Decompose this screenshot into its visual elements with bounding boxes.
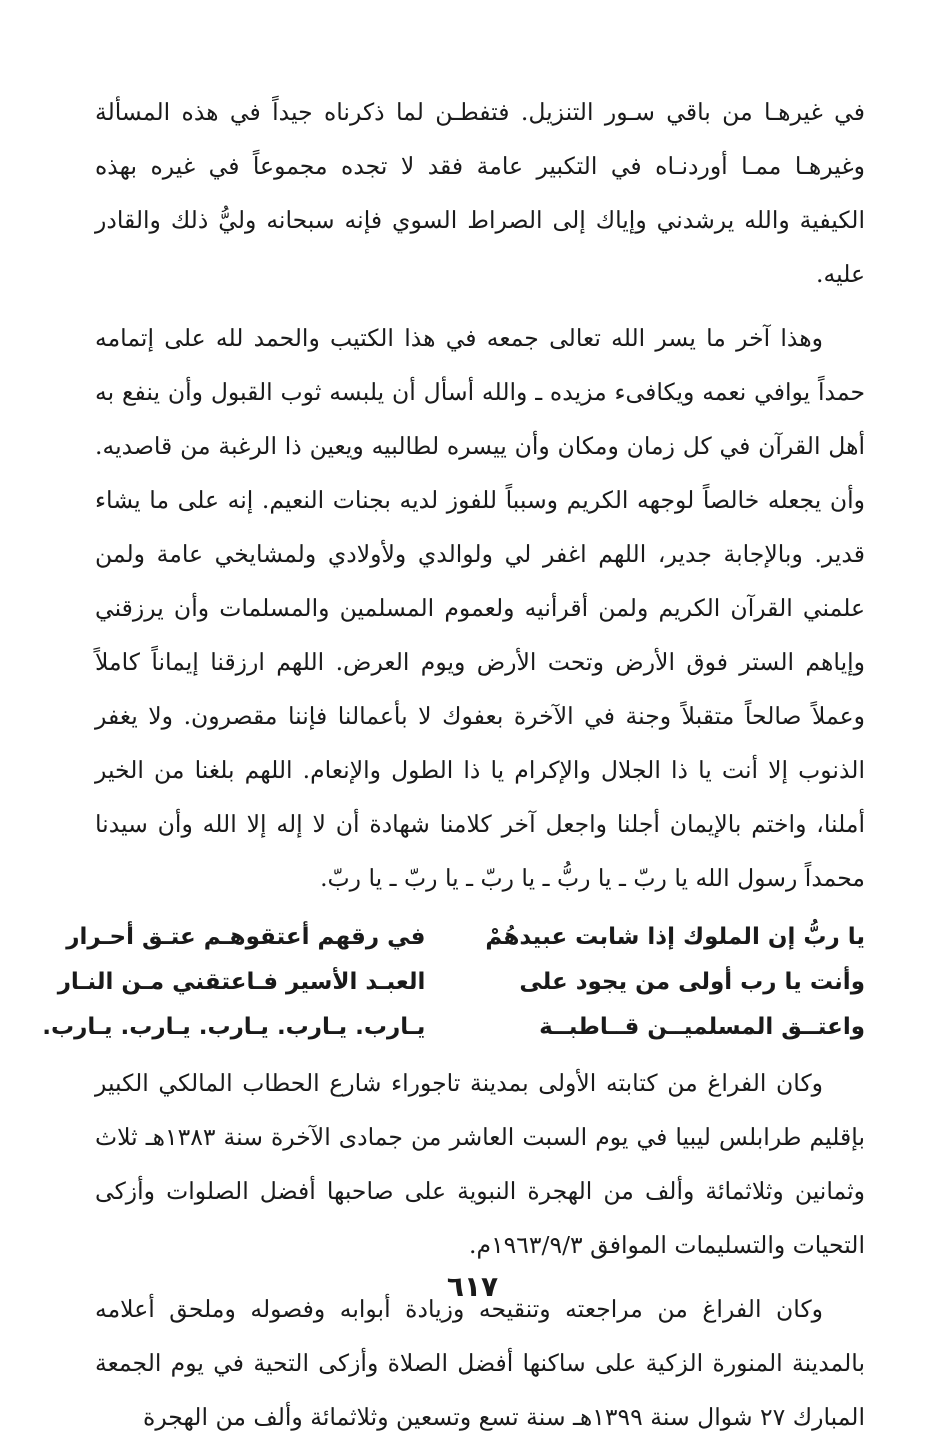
- verse-3-first-hemistich: واعتــق المسلميــن قــاطبــة: [539, 1014, 865, 1040]
- page-number: ٦١٧: [446, 1270, 499, 1303]
- poem-verses: [42, 915, 865, 1050]
- verse-1-second-hemistich: في رقهم أعتقوهـم عتـق أحـرار: [66, 924, 426, 950]
- paragraph-first-completion: وكان الفراغ من كتابته الأولى بمدينة تاجوراء شارع الحطاب المالكي الكبير بإقليم طرابلس ليبيا في يوم السبت العاشر من جمادى الآخرة سنة ١٣٨٣هـ ثلاث وثمانين وثلاثمائة وألف من الهجرة النبوية على صاحبها أفضل الصلوات وأزكى التحيات والتسليمات الموافق ١٩٦٣/٩/٣م.: [95, 1069, 865, 1259]
- page-body: [42, 85, 865, 1454]
- verse-3-second-hemistich: يـارب. يـارب. يـارب. يـارب. يـارب.: [42, 1014, 426, 1040]
- paragraph-tafattun: في غيرهـا من باقي سـور التنزيل. فتفطـن لما ذكرناه جيداً في هذه المسألة وغيرهـا ممـا أوردنـاه في التكبير عامة فقد لا تجده مجموعاً في غيره بهذه الكيفية والله يرشدني وإياك إلى الصراط السوي فإنه سبحانه وليُّ ذلك والقادر عليه.: [95, 98, 865, 288]
- verse-1-first-hemistich: يا ربُّ إن الملوك إذا شابت عبيدهُمْ: [485, 924, 865, 950]
- verse-2-first-hemistich: وأنت يا رب أولى من يجود على: [519, 969, 865, 995]
- paragraph-revision-completion: وكان الفراغ من مراجعته وتنقيحه وزيادة أبوابه وفصوله وملحق أعلامه بالمدينة المنورة الزكية على ساكنها أفضل الصلاة وأزكى التحية في يوم الجمعة المبارك ٢٧ شوال سنة ١٣٩٩هـ سنة تسع وتسعين وثلاثمائة وألف من الهجرة: [95, 1295, 865, 1431]
- verse-2-second-hemistich: العبـد الأسير فـاعتقني مـن النـار: [57, 969, 426, 995]
- paragraph-closing-prayer: وهذا آخر ما يسر الله تعالى جمعه في هذا الكتيب والحمد لله على إتمامه حمداً يوافي نعمه ويكافىء مزيده ـ والله أسأل أن يلبسه ثوب القبول وأن ينفع به أهل القرآن في كل زمان ومكان وأن ييسره لطالبيه ويعين ذا الرغبة من قاصديه. وأن يجعله خالصاً لوجهه الكريم وسبباً للفوز لديه بجنات النعيم. إنه على ما يشاء قدير. وبالإجابة جدير، اللهم اغفر لي ولوالدي ولأولادي ولمشايخي عامة ولمن علمني القرآن الكريم ولمن أقرأنيه ولعموم المسلمين والمسلمات وأن يرزقني وإياهم الستر فوق الأرض وتحت الأرض ويوم العرض. اللهم ارزقنا إيماناً كاملاً وعملاً صالحاً متقبلاً وجنة في الآخرة بعفوك لا بأعمالنا فإننا مقصرون. ولا يغفر الذنوب إلا أنت يا ذا الجلال والإكرام يا ذا الطول والإنعام. اللهم بلغنا من الخير أملنا، واختم بالإيمان أجلنا واجعل آخر كلامنا شهادة أن لا إله إلا الله وأن سيدنا محمداً رسول الله يا ربّ ـ يا ربُّ ـ يا ربّ ـ يا ربّ ـ يا ربّ.: [95, 324, 865, 892]
